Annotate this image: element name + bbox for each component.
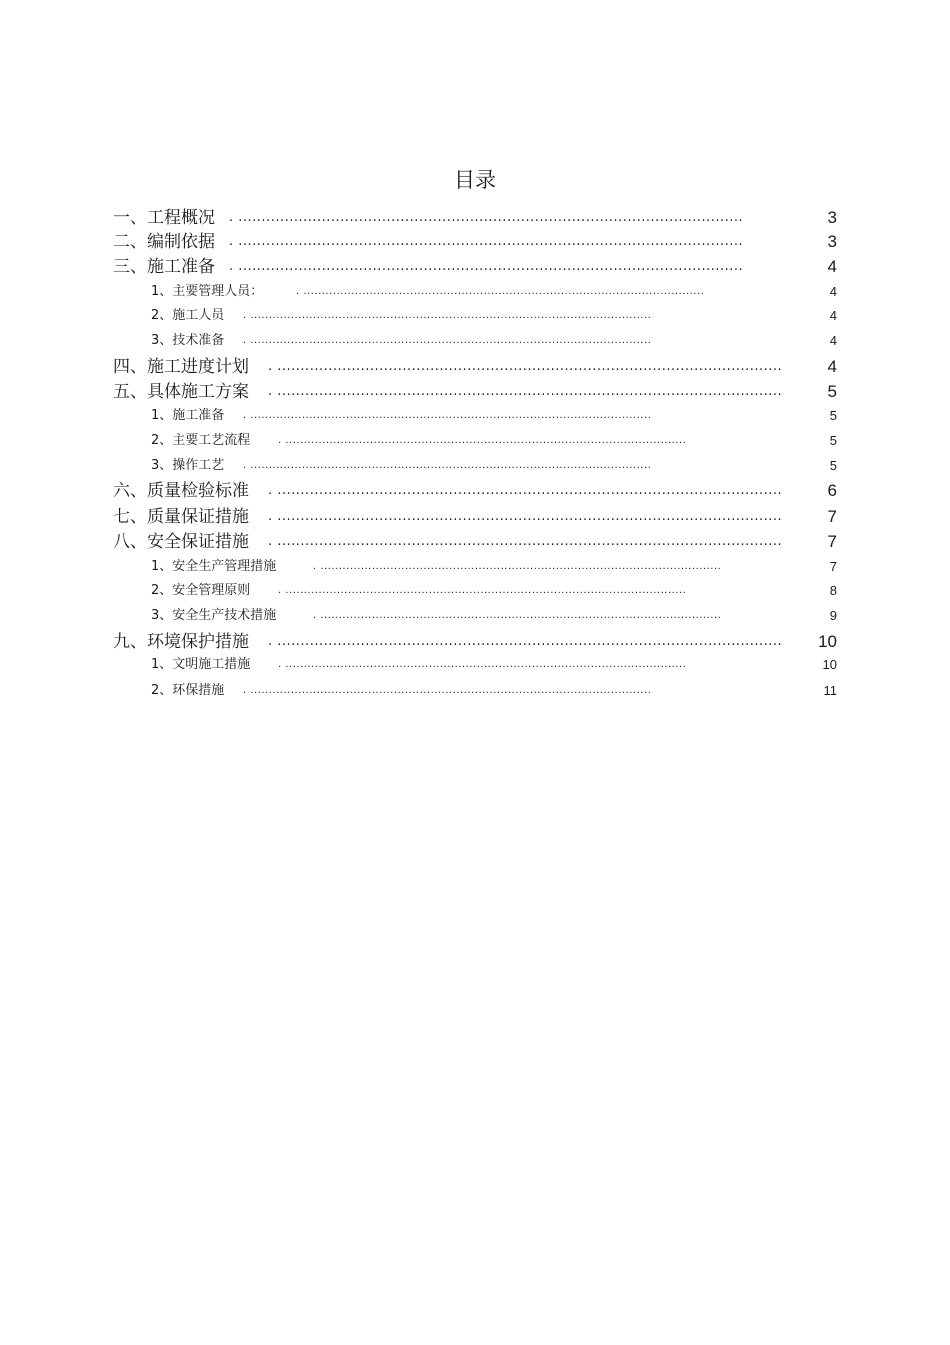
toc-entry-page: 7 [829, 559, 837, 574]
toc-entry-label: 2、环保措施 [151, 683, 225, 698]
toc-leader-dots: . ............................................................................................................. [296, 286, 705, 297]
toc-entry[interactable] [0, 206, 950, 230]
toc-entry[interactable] [0, 355, 950, 379]
toc-leader-dots: . ............................................................................................................. [243, 310, 652, 321]
toc-entry[interactable] [0, 479, 950, 503]
toc-entry[interactable] [0, 557, 950, 577]
toc-entry[interactable] [0, 406, 950, 426]
toc-entry[interactable] [0, 530, 950, 554]
toc-entry-label: 2、安全管理原则 [151, 583, 251, 598]
toc-entry-label: 七、质量保证措施 [113, 507, 249, 527]
toc-entry[interactable] [0, 630, 950, 654]
toc-entry-page: 10 [818, 632, 837, 651]
toc-entry-page: 9 [829, 608, 837, 623]
toc-entry-page: 7 [827, 532, 837, 551]
toc-entry-page: 7 [827, 507, 837, 526]
toc-entry[interactable] [0, 331, 950, 351]
toc-title: 目录 [454, 168, 496, 192]
toc-entry-label: 五、具体施工方案 [113, 382, 249, 402]
toc-leader-dots: . ............................................................................................................. [243, 410, 652, 421]
toc-entry-label: 1、主要管理人员： [151, 284, 264, 299]
toc-entry-label: 一、工程概况 [113, 208, 215, 228]
toc-entry-page: 4 [827, 257, 837, 276]
toc-entry-page: 3 [827, 208, 837, 227]
toc-entry-label: 3、技术准备 [151, 333, 225, 348]
toc-entry-label: 1、施工准备 [151, 408, 225, 423]
toc-entry-page: 3 [827, 232, 837, 251]
toc-entry[interactable] [0, 282, 950, 302]
toc-entry-label: 二、编制依据 [113, 232, 215, 252]
toc-entry-label: 六、质量检验标准 [113, 481, 249, 501]
toc-entry[interactable] [0, 255, 950, 279]
toc-entry[interactable] [0, 230, 950, 254]
toc-entry-page: 5 [829, 458, 837, 473]
toc-entry[interactable] [0, 431, 950, 451]
toc-leader-dots: . ............................................................................................................. [278, 435, 687, 446]
toc-entry-page: 4 [829, 308, 837, 323]
toc-entry[interactable] [0, 581, 950, 601]
toc-entry[interactable] [0, 681, 950, 701]
toc-entry-page: 5 [827, 382, 837, 401]
toc-leader-dots: . ............................................................................................................. [268, 509, 783, 524]
toc-entry-label: 三、施工准备 [113, 257, 215, 277]
toc-leader-dots: . ............................................................................................................. [268, 483, 783, 498]
toc-leader-dots: . ............................................................................................................. [243, 460, 652, 471]
toc-leader-dots: . ............................................................................................................. [243, 335, 652, 346]
toc-leader-dots: . ............................................................................................................. [278, 585, 687, 596]
toc-entry-page: 6 [827, 481, 837, 500]
toc-entry-page: 8 [829, 583, 837, 598]
toc-leader-dots: . ............................................................................................................. [313, 610, 722, 621]
toc-entry-page: 4 [829, 284, 837, 299]
toc-entry-label: 八、安全保证措施 [113, 532, 249, 552]
toc-entry-label: 3、操作工艺 [151, 458, 225, 473]
toc-leader-dots: . ............................................................................................................. [278, 659, 687, 670]
toc-entry-page: 10 [822, 657, 837, 672]
toc-entry-label: 1、安全生产管理措施 [151, 559, 277, 574]
toc-leader-dots: . ............................................................................................................. [268, 384, 783, 399]
toc-leader-dots: . ............................................................................................................. [268, 534, 783, 549]
toc-entry[interactable] [0, 306, 950, 326]
toc-leader-dots: . ............................................................................................................. [268, 359, 783, 374]
toc-leader-dots: . ............................................................................................................. [229, 259, 744, 274]
toc-entry[interactable] [0, 380, 950, 404]
toc-leader-dots: . ............................................................................................................. [313, 561, 722, 572]
toc-entry-page: 5 [829, 408, 837, 423]
toc-leader-dots: . ............................................................................................................. [268, 634, 783, 649]
toc-leader-dots: . ............................................................................................................. [229, 234, 744, 249]
toc-entry-label: 3、安全生产技术措施 [151, 608, 277, 623]
toc-entry-page: 11 [823, 683, 837, 698]
toc-entry-label: 2、主要工艺流程 [151, 433, 251, 448]
toc-entry-label: 1、文明施工措施 [151, 657, 251, 672]
toc-entry[interactable] [0, 606, 950, 626]
toc-leader-dots: . ............................................................................................................. [243, 685, 652, 696]
toc-entry-label: 2、施工人员 [151, 308, 225, 323]
toc-leader-dots: . ............................................................................................................. [229, 210, 744, 225]
toc-entry[interactable] [0, 505, 950, 529]
toc-entry-page: 5 [829, 433, 837, 448]
toc-entry-label: 九、环境保护措施 [113, 632, 249, 652]
toc-entry[interactable] [0, 655, 950, 675]
toc-entry-page: 4 [827, 357, 837, 376]
toc-entry-label: 四、施工进度计划 [113, 357, 249, 377]
toc-entry[interactable] [0, 456, 950, 476]
toc-entry-page: 4 [829, 333, 837, 348]
